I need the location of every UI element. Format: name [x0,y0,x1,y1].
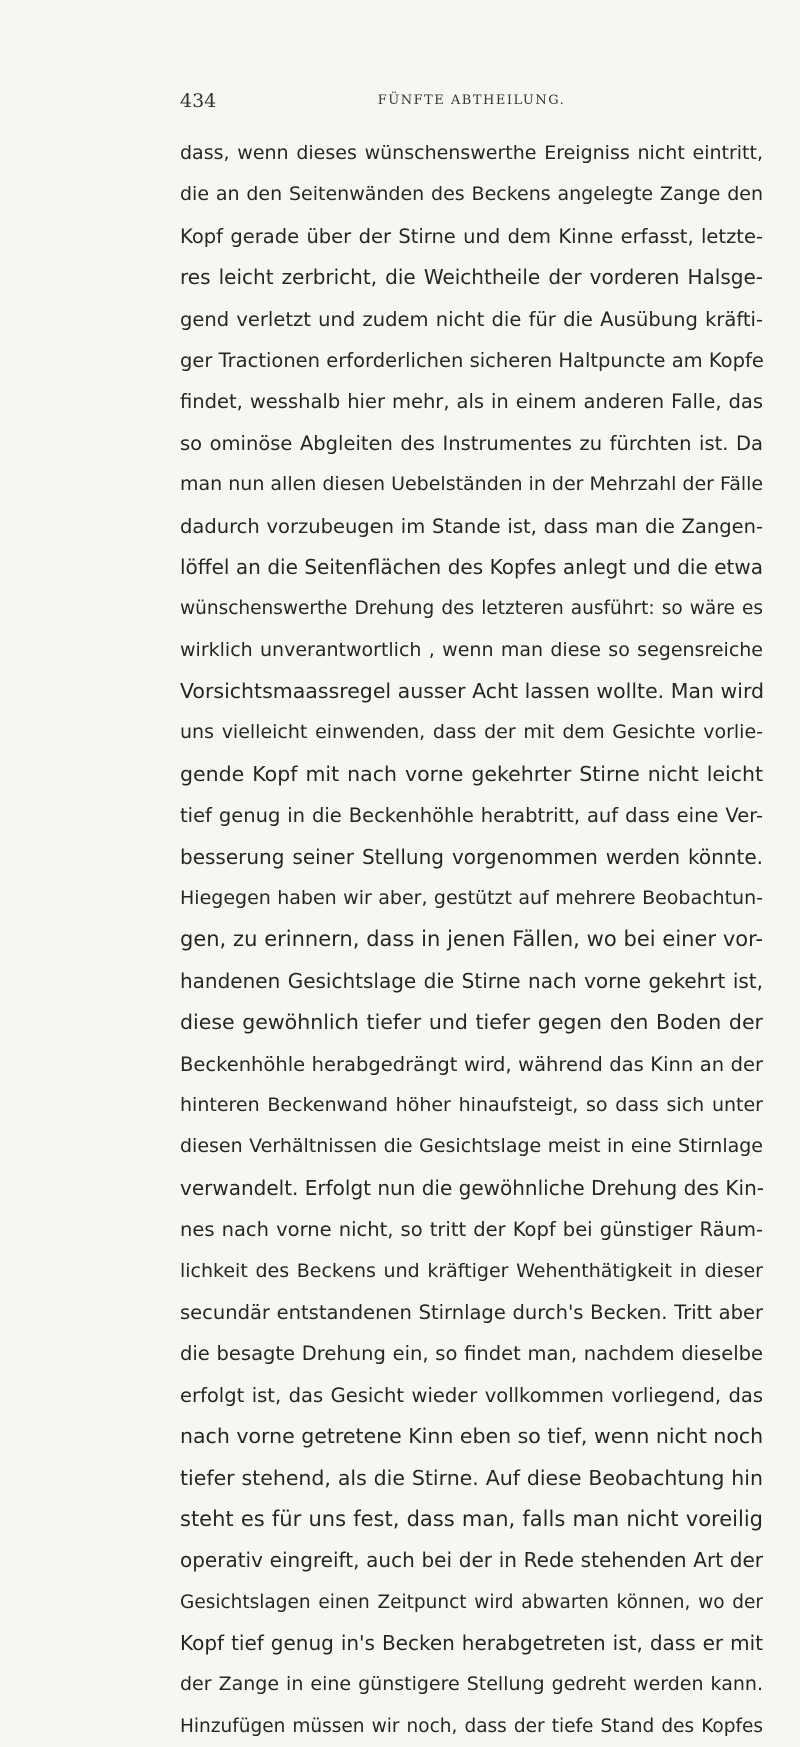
section-title: FÜNFTE ABTHEILUNG. [377,93,566,108]
page-number: 434 [180,90,217,112]
text-line: dadurch vorzubeugen im Stande ist, dass man die Zangen- [180,514,763,538]
text-line: Kopf tief genug in's Becken herabgetreten ist, dass er mit [180,1631,763,1656]
text-line: löffel an die Seitenflächen des Kopfes anlegt und die etwa [180,554,763,579]
text-line: gen, zu erinnern, dass in jenen Fällen, wo bei einer vor- [180,927,763,952]
text-line: wirklich unverantwortlich , wenn man diese so segensreiche [180,638,763,661]
text-line: hinteren Beckenwand höher hinaufsteigt, so dass sich unter [180,1093,763,1116]
text-line: man nun allen diesen Uebelständen in der Mehrzahl der Fälle [180,473,764,496]
text-line: handenen Gesichtslage die Stirne nach vorne gekehrt ist, [180,968,763,993]
text-line: steht es für uns fest, dass man, falls man nicht voreilig [180,1506,763,1531]
body-text [180,133,763,1747]
text-line: Gesichtslagen einen Zeitpunct wird abwarten können, wo der [180,1591,763,1613]
text-line: Beckenhöhle herabgedrängt wird, während das Kinn an der [180,1052,763,1076]
text-line: verwandelt. Erfolgt nun die gewöhnliche Drehung des Kin- [180,1175,764,1200]
text-line: besserung seiner Stellung vorgenommen werden könnte. [180,844,763,869]
text-line: res leicht zerbricht, die Weichtheile der vorderen Halsge- [180,265,763,290]
running-head [180,90,763,116]
text-line: findet, wesshalb hier mehr, als in einem anderen Falle, das [180,390,763,414]
text-line: diese gewöhnlich tiefer und tiefer gegen den Boden der [180,1010,763,1035]
text-line: tief genug in die Beckenhöhle herabtritt, auf dass eine Ver- [180,804,763,828]
text-line: so ominöse Abgleiten des Instrumentes zu fürchten ist. Da [180,431,763,455]
text-line: erfolgt ist, das Gesicht wieder vollkommen vorliegend, das [180,1383,763,1407]
text-line: secundär entstandenen Stirnlage durch's Becken. Tritt aber [180,1300,763,1324]
text-line: der Zange in eine günstigere Stellung gedreht werden kann. [180,1673,763,1696]
text-line: gende Kopf mit nach vorne gekehrter Stirne nicht leicht [180,761,763,786]
text-line: lichkeit des Beckens und kräftiger Wehenthätigkeit in dieser [180,1259,763,1282]
text-line: Vorsichtsmaassregel ausser Acht lassen wollte. Man wird [180,679,765,704]
text-line: gend verletzt und zudem nicht die für die Ausübung kräfti- [180,307,763,331]
text-line: diesen Verhältnissen die Gesichtslage meist in eine Stirnlage [180,1135,763,1158]
text-line: dass, wenn dieses wünschenswerthe Ereigniss nicht eintritt, [180,142,763,164]
text-line: wünschenswerthe Drehung des letzteren ausführt: so wäre es [180,598,763,620]
text-line: Hinzufügen müssen wir noch, dass der tiefe Stand des Kopfes [180,1715,763,1737]
text-line: nach vorne getretene Kinn eben so tief, wenn nicht noch [180,1424,764,1449]
text-line: ger Tractionen erforderlichen sicheren Haltpuncte am Kopfe [180,348,764,372]
text-line: Kopf gerade über der Stirne und dem Kinne erfasst, letzte- [180,224,763,248]
text-line: uns vielleicht einwenden, dass der mit dem Gesichte vorlie- [180,721,763,744]
text-line: die an den Seitenwänden des Beckens angelegte Zange den [180,183,763,206]
text-line: operativ eingreift, auch bei der in Rede stehenden Art der [180,1548,763,1573]
text-line: die besagte Drehung ein, so findet man, nachdem dieselbe [180,1342,763,1366]
text-line: Hiegegen haben wir aber, gestützt auf mehrere Beobachtun- [180,887,763,910]
text-line: nes nach vorne nicht, so tritt der Kopf bei günstiger Räum- [180,1218,763,1242]
text-line: tiefer stehend, als die Stirne. Auf diese Beobachtung hin [180,1465,763,1490]
